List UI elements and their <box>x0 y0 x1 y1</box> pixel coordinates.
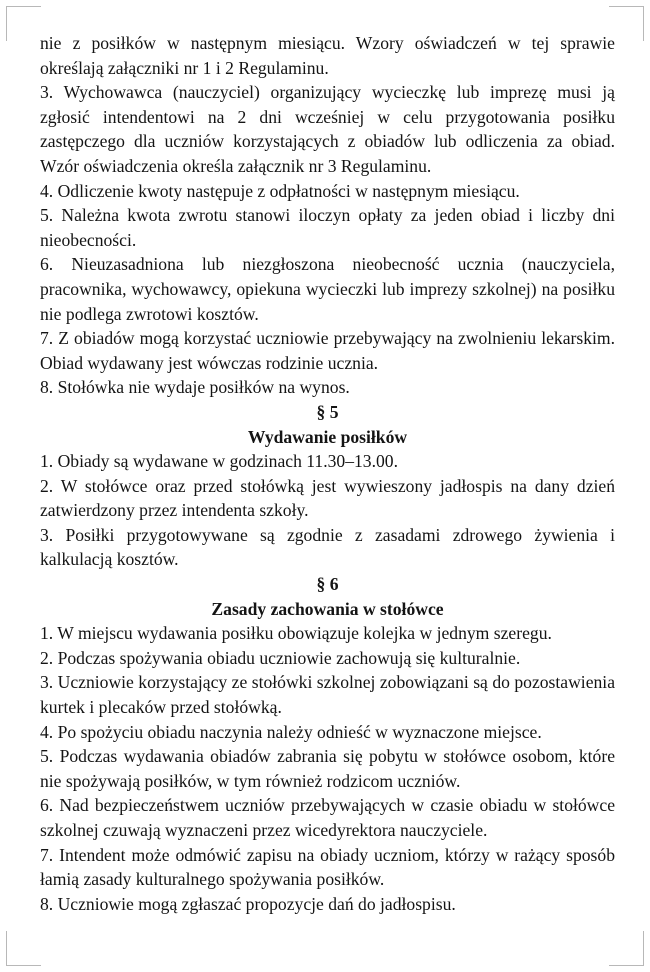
document-body <box>40 31 615 916</box>
paragraph-continuation: nie z posiłków w następnym miesiącu. Wzory oświadczeń w tej sprawie określają załączniki nr 1 i 2 Regulaminu. <box>40 33 615 78</box>
list-item: 4. Po spożyciu obiadu naczynia należy odnieść w wyznaczone miejsce. <box>40 721 542 742</box>
list-item: 1. W miejscu wydawania posiłku obowiązuje kolejka w jednym szeregu. <box>40 623 552 644</box>
list-item: 3. Posiłki przygotowywane są zgodnie z zasadami zdrowego żywienia i kalkulacją kosztów. <box>40 524 615 570</box>
list-item: 1. Obiady są wydawane w godzinach 11.30–13.00. <box>40 451 398 472</box>
list-item: 3. Wychowawca (nauczyciel) organizujący wycieczkę lub imprezę musi ją zgłosić intendentowi na 2 dni wcześniej w celu przygotowania posiłku zastępczego dla uczniów korzystających z obiadów lub odliczenia za obiad. Wzór oświadczenia określa załącznik nr 3 Regulaminu. <box>40 82 615 176</box>
list-item: 2. Podczas spożywania obiadu uczniowie zachowują się kulturalnie. <box>40 647 521 668</box>
list-item: 8. Uczniowie mogą zgłaszać propozycje dań do jadłospisu. <box>40 893 456 914</box>
list-item: 6. Nad bezpieczeństwem uczniów przebywających w czasie obiadu w stołówce szkolnej czuwają wyznaczeni przez wicedyrektora nauczyciele. <box>40 795 615 840</box>
section-title: Wydawanie posiłków <box>247 426 408 447</box>
list-item: 3. Uczniowie korzystający ze stołówki szkolnej zobowiązani są do pozostawienia kurtek i plecaków przed stołówką. <box>40 672 615 718</box>
crop-mark-bottom-right <box>609 931 644 966</box>
section-title: Zasady zachowania w stołówce <box>211 598 444 619</box>
list-item: 5. Podczas wydawania obiadów zabrania się pobytu w stołówce osobom, które nie spożywają posiłków, w tym również rodzicom uczniów. <box>40 746 615 791</box>
section-number: § 6 <box>316 574 339 595</box>
crop-mark-top-left <box>6 6 41 41</box>
list-item: 2. W stołówce oraz przed stołówką jest wywieszony jadłospis na dany dzień zatwierdzony przez intendenta szkoły. <box>40 475 615 521</box>
list-item: 7. Z obiadów mogą korzystać uczniowie przebywający na zwolnieniu lekarskim. Obiad wydawany jest wówczas rodzinie ucznia. <box>40 328 615 373</box>
list-item: 4. Odliczenie kwoty następuje z odpłatności w następnym miesiącu. <box>40 180 520 201</box>
list-item: 8. Stołówka nie wydaje posiłków na wynos. <box>40 377 350 398</box>
section-number: § 5 <box>316 401 339 422</box>
list-item: 7. Intendent może odmówić zapisu na obiady uczniom, którzy w rażący sposób łamią zasady kulturalnego spożywania posiłków. <box>40 844 615 890</box>
list-item: 5. Należna kwota zwrotu stanowi iloczyn opłaty za jeden obiad i liczby dni nieobecności. <box>40 205 615 250</box>
crop-mark-bottom-left <box>6 931 41 966</box>
list-item: 6. Nieuzasadniona lub niezgłoszona nieobecność ucznia (nauczyciela, pracownika, wychowawcy, opiekuna wycieczki lub imprezy szkolnej) na posiłku nie podlega zwrotowi kosztów. <box>40 254 615 324</box>
